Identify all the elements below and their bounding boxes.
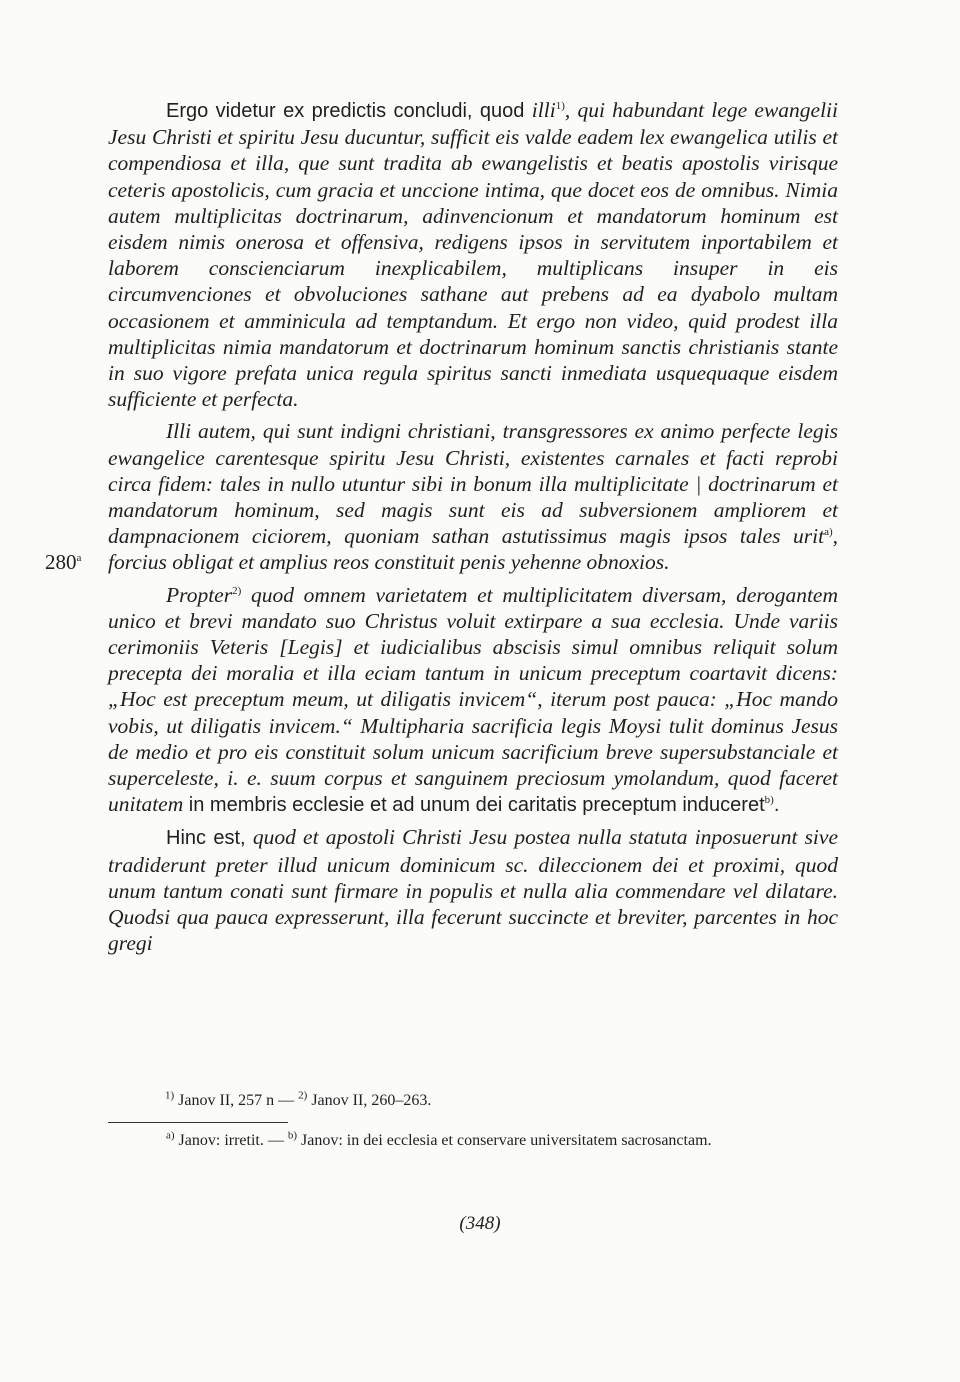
page-body: [108, 97, 838, 957]
paragraph-1: Ergo videtur ex predictis concludi, quod illi$^{1)}$, qui habundant lege ewangelii Jesu Christi et spiritu Jesu ducuntur, sufficit eis valde eadem lex ewangelica utilis et compendiosa et illa, que sunt tradita ab ewangelistis et beatis apostolis virisque ceteris apostolicis, cum gracia et unccione intima, que docet eos de omnibus. Nimia autem multiplicitas doctrinarum, adinvencionum et mandatorum hominum est eisdem nimis onerosa et offensiva, redigens ipsos in servitutem inportabilem et laborem conscienciarum inexplicabilem, multiplicans insuper in eis circumvenciones et obvoluciones sathane aut prebens ad ea dyabolo multam occasionem et amminicula ad temptandum. Et ergo non video, quid prodest illa multiplicitas nimia mandatorum et doctrinarum hominum sanctis christianis stante in suo vigore prefata unica regula spiritus sancti inmediata usquequaque eisdem sufficiente et perfecta.: [108, 98, 839, 412]
footnote-ref-2[interactable]: 2): [232, 584, 242, 597]
page-number: (348): [459, 1213, 501, 1234]
footnote-ref-b[interactable]: b): [764, 794, 774, 807]
text-variant-footnotes: $^{a)}$ Janov: irretit. — $^{b)}$ Janov: in dei ecclesia et conservare universitatem sacrosanctam.: [166, 1129, 712, 1149]
paragraph-3: Propter$^{2)}$ quod omnem varietatem et multiplicitatem diversam, derogantem unico et brevi mandato suo Christus voluit extirpare a sua ecclesia. Unde variis cerimoniis Veteris [Legis] et iudicialibus abscisis simul omnibus reliquit solum precepta dei moralia et illa eciam tantum in unicum preceptum coartavit dicens: „Hoc est preceptum meum, ut diligatis invicem“, iterum post pauca: „Hoc mando vobis, ut diligatis invicem.“ Multipharia sacrificia legis Moysi tulit dominus Jesus de medio et pro eis constituit solum unicum sacrificium breve supersubstanciale et superceleste, i. e. suum corpus et sanguinem preciosum ymolandum, quod faceret unitatem in membris ecclesie et ad unum dei caritatis preceptum induceret$^{b)}$.: [108, 582, 838, 817]
margin-folio-number: 280$^a$: [45, 550, 82, 574]
footnote-ref-1[interactable]: 1): [555, 99, 565, 112]
source-footnotes: $^{1)}$ Janov II, 257 n — $^{2)}$ Janov II, 260–263.: [165, 1089, 432, 1109]
footnote-ref-a[interactable]: a): [824, 526, 833, 539]
footnote-divider: [108, 1122, 288, 1123]
paragraph-2: Illi autem, qui sunt indigni christiani, transgressores ex animo perfecte legis ewangelice carentesque spiritu Jesu Christi, existentes carnales et facti reprobi circa fidem: tales in nullo utuntur sibi in bonum illa multiplicitate | doctrinarum et mandatorum hominum, sed magis sunt eis ad subversionem ampliorem et dampnacionem ciciorem, quoniam sathan astutissimus magis ipsos tales urit$^{a)}$, forcius obligat et amplius reos constituit penis yehenne obnoxios.: [108, 419, 838, 575]
paragraph-4: Hinc est, quod et apostoli Christi Jesu postea nulla statuta inposuerunt sive tradiderunt preter illud unicum dominicum sc. dileccionem dei et proximi, quod unum tantum conati sunt firmare in populis et nulla alia commendare vel dilatare. Quodsi qua pauca expresserunt, illa fecerunt succincte et breviter, parcentes in hoc gregi: [108, 825, 838, 956]
